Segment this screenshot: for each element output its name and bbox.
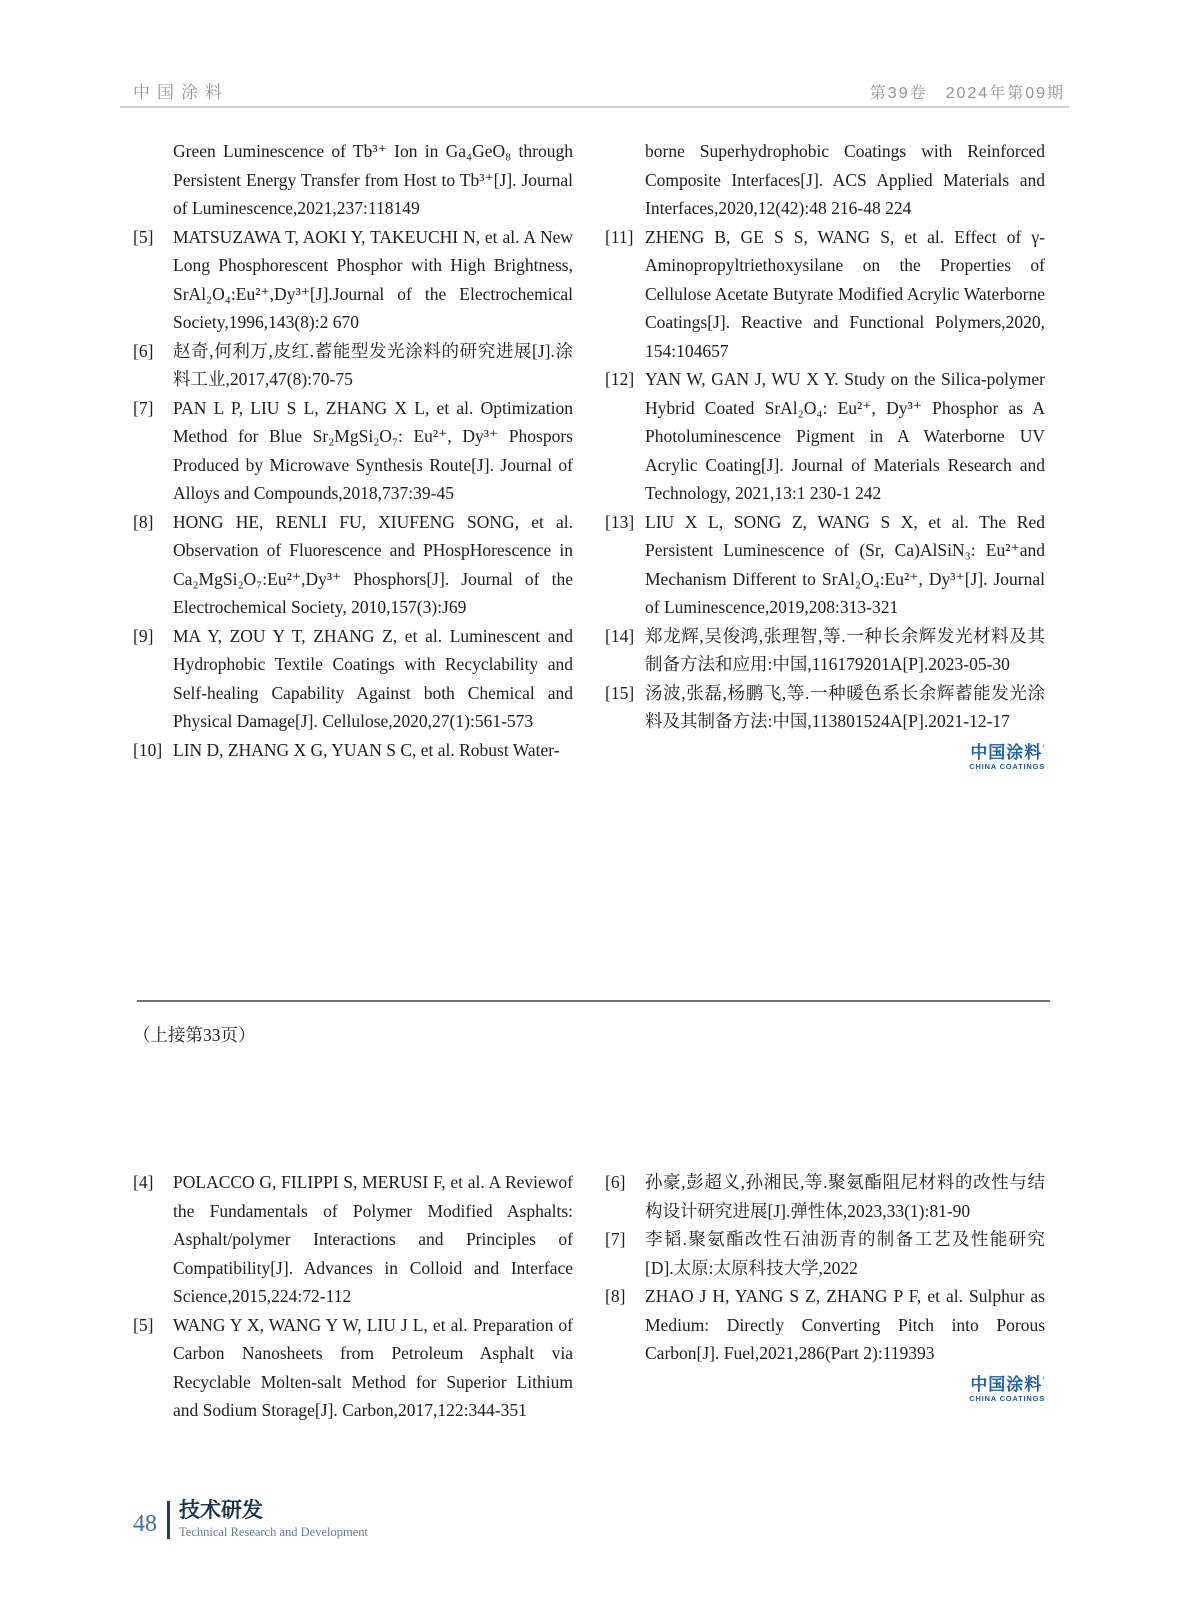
references-top-right-column (605, 137, 1045, 771)
continuation-note: （上接第33页） (133, 1025, 256, 1045)
reference-number: [10] (133, 739, 163, 760)
logo-name: 中国涂料 (970, 1374, 1043, 1394)
logo-trademark-icon: ′ (1042, 742, 1045, 753)
reference-number: [15] (605, 682, 635, 703)
reference-text: HONG HE, RENLI FU, XIUFENG SONG, et al. Observation of Fluorescence and PHospHorescence in Ca₂MgSi₂O₇:Eu²⁺,Dy³⁺ Phosphors[J]. Journal of the Electrochemical Society, 2010,157(3):J69 (173, 511, 573, 617)
reference-item (133, 1311, 573, 1425)
reference-text: 李韬.聚氨酯改性石油沥青的制备工艺及性能研究[D].太原:太原科技大学,2022 (645, 1229, 1045, 1278)
reference-item (133, 622, 573, 736)
footer-section-labels (179, 1500, 368, 1540)
footer-divider-bar (167, 1501, 170, 1539)
reference-item (605, 508, 1045, 622)
reference-text: MA Y, ZOU Y T, ZHANG Z, et al. Luminescent and Hydrophobic Textile Coatings with Recyclability and Self-healing Capability Against both Chemical and Physical Damage[J]. Cellulose,2020,27(1):561-573 (173, 625, 573, 731)
reference-text: 郑龙辉,吴俊鸿,张理智,等.一种长余辉发光材料及其制备方法和应用:中国,116179201A[P].2023-05-30 (645, 625, 1045, 674)
references-top-section (133, 137, 1045, 771)
reference-text: ZHENG B, GE S S, WANG S, et al. Effect of γ-Aminopropyltriethoxysilane on the Properties of Cellulose Acetate Butyrate Modified Acrylic Waterborne Coatings[J]. Reactive and Functional Polymers,2020, 154:104657 (645, 226, 1045, 361)
reference-text: 赵奇,何利万,皮红.蓄能型发光涂料的研究进展[J].涂料工业,2017,47(8):70-75 (173, 340, 573, 389)
journal-name: 中国涂料 (133, 83, 229, 102)
china-coatings-logo-subtext: CHINA COATINGS (969, 1394, 1045, 1404)
reference-item (605, 365, 1045, 508)
references-bottom-left-column (133, 1168, 573, 1425)
references-bottom-section (133, 1168, 1045, 1425)
reference-number: [8] (133, 511, 154, 532)
references-bottom-right-column (605, 1168, 1045, 1425)
reference-item (605, 622, 1045, 679)
reference-item (605, 1168, 1045, 1225)
reference-number: [9] (133, 625, 154, 646)
reference-item (133, 1168, 573, 1311)
reference-text: LIN D, ZHANG X G, YUAN S C, et al. Robust Water- (173, 739, 560, 760)
reference-item (133, 736, 573, 765)
section-divider (137, 1000, 1050, 1002)
reference-item (605, 679, 1045, 736)
reference-number: [13] (605, 511, 635, 532)
reference-text: 汤波,张磊,杨鹏飞,等.一种暖色系长余辉蓄能发光涂料及其制备方法:中国,113801524A[P].2021-12-17 (645, 682, 1045, 731)
reference-text: WANG Y X, WANG Y W, LIU J L, et al. Preparation of Carbon Nanosheets from Petroleum Asphalt via Recyclable Molten-salt Method for Superior Lithium and Sodium Storage[J]. Carbon,2017,122:344-351 (173, 1314, 573, 1420)
china-coatings-logo-text (970, 1376, 1045, 1395)
footer-section-title-en: Technical Research and Development (179, 1525, 368, 1540)
china-coatings-logo-subtext: CHINA COATINGS (969, 762, 1045, 772)
reference-text: YAN W, GAN J, WU X Y. Study on the Silica-polymer Hybrid Coated SrAl₂O₄: Eu²⁺, Dy³⁺ Phosphor as A Photoluminescence Pigment in A Waterborne UV Acrylic Coating[J]. Journal of Materials Research and Technology, 2021,13:1 230-1 242 (645, 369, 1045, 503)
reference-text: 孙豪,彭超义,孙湘民,等.聚氨酯阻尼材料的改性与结构设计研究进展[J].弹性体,2023,33(1):81-90 (645, 1172, 1045, 1221)
china-coatings-logo (605, 1376, 1045, 1404)
reference-item (605, 1282, 1045, 1368)
logo-name: 中国涂料 (970, 742, 1043, 762)
reference-number: [5] (133, 226, 154, 247)
footer-section-title-cn: 技术研发 (179, 1499, 263, 1522)
reference-number: [6] (133, 340, 154, 361)
reference-item (133, 223, 573, 337)
reference-number: [12] (605, 369, 635, 389)
reference-number: [7] (133, 397, 154, 418)
reference-text: MATSUZAWA T, AOKI Y, TAKEUCHI N, et al. A New Long Phosphorescent Phosphor with High Brightness, SrAl₂O₄:Eu²⁺,Dy³⁺[J].Journal of the Electrochemical Society,1996,143(8):2 670 (173, 226, 573, 332)
page-number: 48 (133, 1510, 157, 1537)
reference-item (605, 223, 1045, 366)
reference-text: ZHAO J H, YANG S Z, ZHANG P F, et al. Sulphur as Medium: Directly Converting Pitch into Porous Carbon[J]. Fuel,2021,286(Part 2):119393 (645, 1286, 1045, 1363)
reference-number: [11] (605, 226, 634, 247)
china-coatings-logo-text (970, 744, 1045, 763)
logo-trademark-icon: ′ (1042, 1374, 1045, 1385)
reference-number: [8] (605, 1286, 626, 1306)
reference-text: PAN L P, LIU S L, ZHANG X L, et al. Optimization Method for Blue Sr₂MgSi₂O₇: Eu²⁺, Dy³⁺ Phospors Produced by Microwave Synthesis Route[J]. Journal of Alloys and Compounds,2018,737:39-45 (173, 397, 573, 503)
page-header (133, 78, 1065, 103)
reference-text: POLACCO G, FILIPPI S, MERUSI F, et al. A Reviewof the Fundamentals of Polymer Modified Asphalts: Asphalt/polymer Interactions and Principles of Compatibility[J]. Advances in Colloid and Interface Science,2015,224:72-112 (173, 1172, 573, 1306)
reference-item (133, 394, 573, 508)
reference-text: Green Luminescence of Tb³⁺ Ion in Ga₄GeO₈ through Persistent Energy Transfer from Host to Tb³⁺[J]. Journal of Luminescence,2021,237:118149 (173, 141, 573, 218)
reference-text: borne Superhydrophobic Coatings with Reinforced Composite Interfaces[J]. ACS Applied Materials and Interfaces,2020,12(42):48 216-48 224 (645, 141, 1045, 218)
reference-number (133, 137, 173, 223)
reference-item (133, 137, 573, 223)
references-top-left-column (133, 137, 573, 771)
reference-number: [6] (605, 1172, 626, 1192)
reference-number (605, 137, 645, 223)
header-rule (120, 106, 1069, 108)
reference-item (605, 1225, 1045, 1282)
issue-info: 第39卷 2024年第09期 (869, 85, 1065, 102)
china-coatings-logo (605, 744, 1045, 772)
reference-item (605, 137, 1045, 223)
reference-number: [5] (133, 1314, 154, 1335)
reference-text: LIU X L, SONG Z, WANG S X, et al. The Red Persistent Luminescence of (Sr, Ca)AlSiN₃: Eu²⁺and Mechanism Different to SrAl₂O₄:Eu²⁺, Dy³⁺[J]. Journal of Luminescence,2019,208:313-321 (645, 511, 1045, 617)
reference-item (133, 508, 573, 622)
reference-number: [7] (605, 1229, 626, 1249)
page-footer (133, 1500, 368, 1540)
reference-number: [4] (133, 1172, 154, 1192)
reference-item (133, 337, 573, 394)
reference-number: [14] (605, 625, 635, 646)
